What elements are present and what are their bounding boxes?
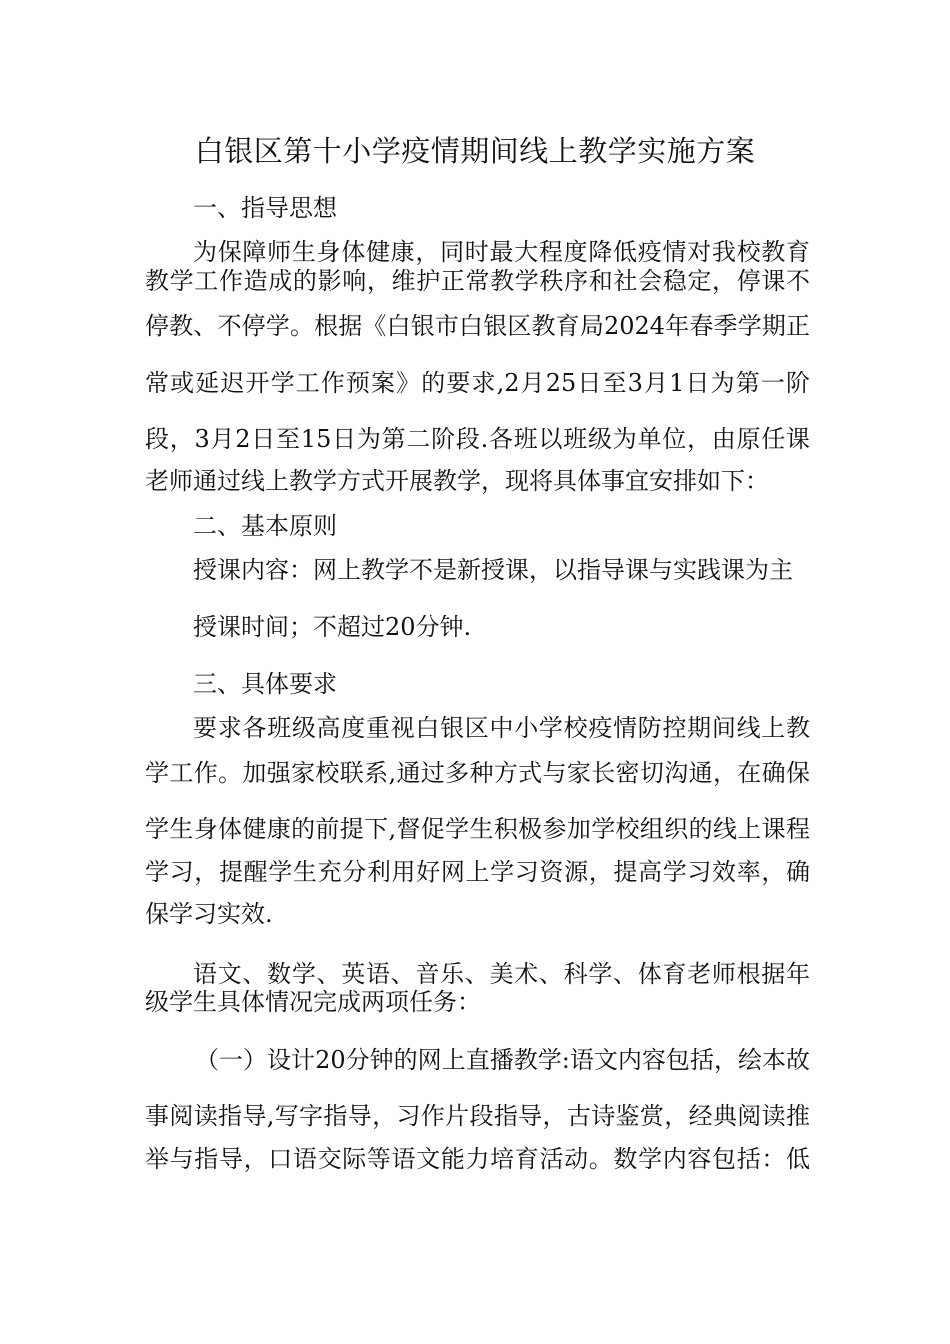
paragraph-line: 段，3月2日至15日为第二阶段.各班以班级为单位，由原任课	[145, 425, 810, 453]
paragraph-line: 常或延迟开学工作预案》的要求,2月25日至3月1日为第一阶	[145, 369, 810, 397]
paragraph-line: 学生身体健康的前提下,督促学生积极参加学校组织的线上课程	[145, 815, 810, 843]
paragraph-line: 保学习实效.	[145, 900, 273, 928]
paragraph-line: 教学工作造成的影响，维护正常教学秩序和社会稳定，停课不	[145, 267, 810, 295]
paragraph-line: 语文、数学、英语、音乐、美术、科学、体育老师根据年	[193, 960, 810, 988]
paragraph-line: 学工作。加强家校联系,通过多种方式与家长密切沟通，在确保	[145, 759, 810, 787]
heading-guiding-ideology: 一、指导思想	[193, 194, 337, 222]
paragraph-line: 老师通过线上教学方式开展教学，现将具体事宜安排如下：	[145, 467, 769, 495]
heading-basic-principles: 二、基本原则	[193, 512, 337, 540]
paragraph-line: 级学生具体情况完成两项任务：	[145, 988, 481, 1016]
paragraph-line: 授课时间；不超过20分钟.	[193, 613, 472, 641]
heading-specific-requirements: 三、具体要求	[193, 670, 337, 698]
paragraph-line: 停教、不停学。根据《白银市白银区教育局2024年春季学期正	[145, 312, 810, 340]
paragraph-line: （一）设计20分钟的网上直播教学:语文内容包括，绘本故	[195, 1046, 810, 1074]
paragraph-line: 授课内容：网上教学不是新授课，以指导课与实践课为主	[193, 556, 793, 584]
paragraph-line: 学习，提醒学生充分利用好网上学习资源，提高学习效率，确	[145, 858, 810, 886]
paragraph-line: 为保障师生身体健康，同时最大程度降低疫情对我校教育	[193, 238, 810, 266]
document-title: 白银区第十小学疫情期间线上教学实施方案	[194, 134, 756, 168]
paragraph-line: 举与指导，口语交际等语文能力培育活动。数学内容包括：低	[145, 1145, 810, 1173]
paragraph-line: 事阅读指导,写字指导，习作片段指导，古诗鉴赏，经典阅读推	[145, 1102, 810, 1130]
paragraph-line: 要求各班级高度重视白银区中小学校疫情防控期间线上教	[193, 714, 810, 742]
